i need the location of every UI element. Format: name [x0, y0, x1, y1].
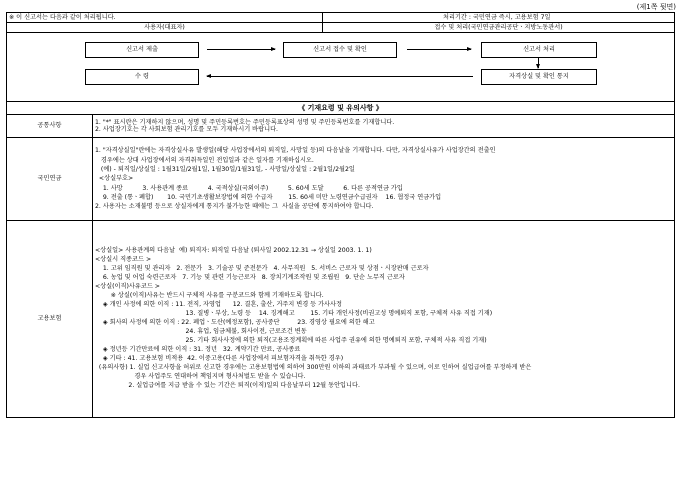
processing-period: [323, 13, 675, 23]
form-table: [6, 12, 675, 418]
common-label: 공통사항: [7, 115, 93, 138]
arrow-submit-to-receive: [207, 49, 275, 50]
employment-line: 13. 질병ㆍ부상, 노령 등 14. 징계해고 15. 기타 개인사정(비권고성 명예퇴직 포함, 구체적 사유 직접 기재): [95, 310, 493, 318]
employment-line: <상실일> 사용관계의 다음날 예) 퇴직자: 퇴직일 다음날 (퇴사일 2002.12.31 → 상실일 2003. 1. 1): [95, 247, 372, 255]
employment-line: 1. 고위 임직원 및 관리자 2. 전문가 3. 기술공 및 준전문가 4. 사무직원 5. 서비스 근로자 및 상점ㆍ시장판매 근로자: [95, 265, 429, 273]
processing-period-text: 처리기간 : 국민연금 즉시, 고용보험 7일: [443, 13, 551, 21]
column-processing: 접수 및 처리(국민연금관리공단ㆍ지방노동관서): [323, 23, 675, 33]
pension-label: 국민연금: [7, 138, 93, 221]
employment-line: <상실(이직)사유코드 >: [95, 283, 160, 291]
employment-line: <상실시 직종코드 >: [95, 256, 152, 264]
employment-line: ◈ 회사의 사정에 의한 이직 : 22. 폐업ㆍ도산(예정포함), 공사중단 23. 경영상 필요에 의한 해고: [95, 319, 375, 326]
arrow-process-to-notify: [538, 57, 539, 68]
page-number: (제1쪽 뒷면): [636, 3, 676, 11]
employment-line: (유의사항) 1. 실업 신고사항을 허위로 신고한 경우에는 고용보험법에 의하여 300만원 이하의 과태료가 부과될 수 있으며, 이로 인하여 실업급여를 부정하게 받은: [95, 363, 532, 371]
pension-line: 1. "자격상실일"란에는 자격상실사유 발생일(해당 사업장에서의 퇴직일, 사망일 등)의 다음날을 기재합니다. 다만, 자격상실사유가 사업장간의 전출인: [95, 147, 496, 155]
employment-line: ◈ 정년등 기간만료에 의한 이직 : 31. 정년 32. 계약기간 만료, 공사종료: [95, 345, 301, 353]
employment-line: ※ 상실(이직)사유는 반드시 구체적 사유를 구분코드와 함께 기재하도록 합니다.: [95, 292, 324, 300]
notify-box: 자격상실 및 확인 통지: [481, 69, 597, 85]
arrow-receive-to-process: [407, 49, 471, 50]
receipt-box: 수 령: [85, 69, 199, 85]
pension-line: 경우에는 상대 사업장에서의 자격취득일인 전입일과 같은 일자를 기재하십시오.: [95, 156, 314, 164]
employment-line: 25. 기타 회사사정에 의한 퇴직(고용조정계획에 따른 사업주 권유에 의한 명예퇴직 포함, 구체적 사유 직접 기재): [95, 336, 487, 344]
employment-line: ◈ 기타 : 41. 고용보험 비적용 42. 이중고용(다른 사업장에서 피보험자격을 취득한 경우): [95, 354, 344, 362]
receive-box: 신고서 접수 및 확인: [283, 42, 397, 58]
pension-line: (예) - 퇴직일/상실일 : 1월31일/2월1일, 1월30일/1월31일, - 사망일/상실일 : 2월1일/2월2일: [95, 166, 355, 174]
processing-notice: ※ 이 신고서는 다음과 같이 처리됩니다.: [7, 13, 323, 23]
common-line: 2. 사업장기호는 각 사회보험 관리기호를 모두 기재하시기 바랍니다.: [95, 126, 279, 133]
arrow-notify-to-receipt: [207, 76, 473, 77]
employment-line: 2. 실업급여를 지급 받을 수 있는 기간은 퇴직(이직)일의 다음날부터 12월 동안입니다.: [95, 381, 360, 389]
common-notes: [93, 115, 675, 138]
column-reporter: 사용자(대표자): [7, 23, 323, 33]
pension-line: 2. 사용자는 소재불명 등으로 상실자에게 통지가 불가능한 때에는 그 사실을 공단에 통지하여야 합니다.: [95, 203, 374, 211]
employment-line: 24. 휴업, 임금체불, 회사이전, 근로조건 변동: [95, 327, 307, 335]
employment-line: 경우 사업주도 연대하여 책임지며 형사처벌도 받을 수 있습니다.: [95, 372, 306, 380]
section-title: 《 기재요령 및 유의사항 》: [7, 102, 675, 115]
pension-line: 9. 전출 (통ㆍ폐합) 10. 국민기초생활보장법에 의한 수급자 15. 60세 미만 노령연금수급권자 16. 협정국 연금가입: [95, 193, 442, 201]
employment-line: ◈ 개인 사정에 의한 이직 : 11. 전직, 자영업 12. 결혼, 출산, 거주지 변경 등 가사사정: [95, 301, 342, 309]
submit-box: 신고서 제출: [85, 42, 199, 58]
process-box: 신고서 처리: [481, 42, 597, 58]
pension-line: 1. 사망 3. 사용관계 종료 4. 국적상실(국외이주) 5. 60세 도달 6. 다른 공적연금 가입: [95, 184, 403, 192]
employment-line: 6. 농업 및 어업 숙련근로자 7. 기능 및 관련 기능근로자 8. 장치기계조작원 및 조립원 9. 단순 노무직 근로자: [95, 274, 405, 282]
pension-notes: [93, 138, 675, 221]
common-line: 1. "*" 표시란은 기재하지 않으며, 성명 및 주민등록번호는 주민등록표상의 성명 및 주민등록번호를 기재합니다.: [95, 118, 395, 126]
employment-notes: [93, 221, 675, 418]
pension-line: <상실부호>: [95, 175, 134, 183]
process-flow: [7, 33, 675, 102]
employment-label: 고용보험: [7, 221, 93, 418]
